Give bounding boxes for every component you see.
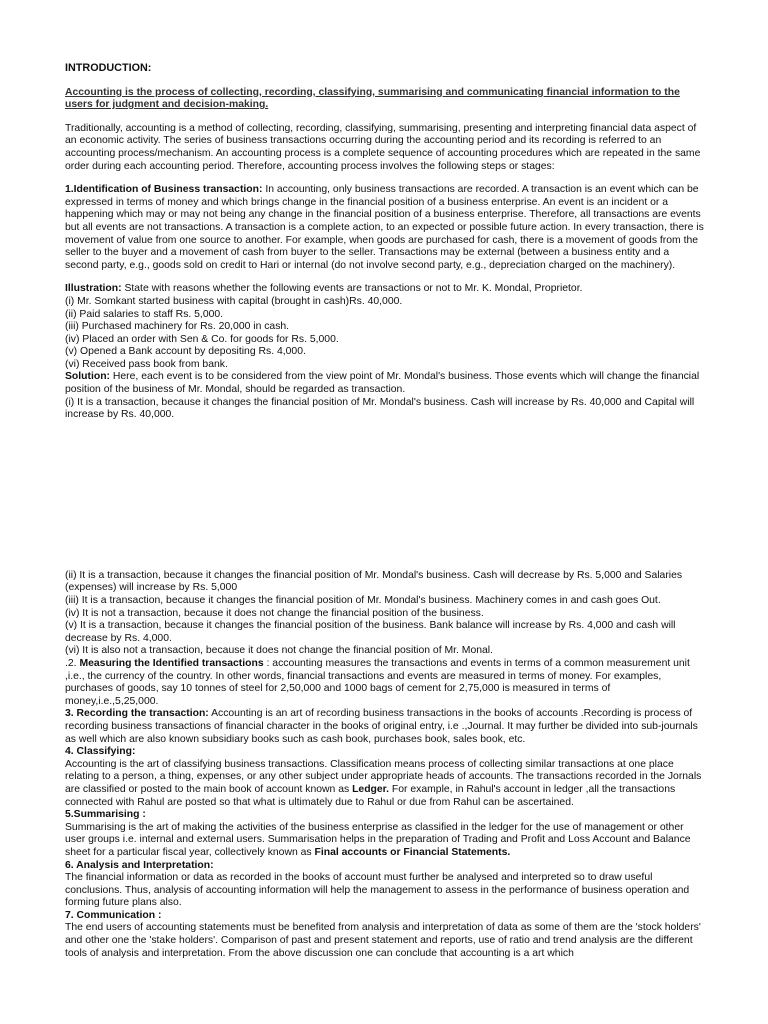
solution-item: (vi) It is also not a transaction, because it does not change the financial position of Mr. Monal. bbox=[65, 645, 493, 657]
solution-heading: Solution: bbox=[65, 371, 111, 383]
list-item: (i) Mr. Somkant started business with capital (brought in cash)Rs. 40,000. bbox=[65, 295, 403, 307]
section-text: Accounting is an art of recording business transactions in the books of accounts .Recording is process of recording business transactions of financial character in the books of original entry, i.e .,Journal. It may further be divided into sub-journals as well which are also known subsidiary books such as cash book, purchases book, sales book, etc. bbox=[65, 708, 698, 745]
illustration-intro bbox=[65, 283, 705, 296]
list-item: (ii) Paid salaries to staff Rs. 5,000. bbox=[65, 308, 224, 320]
section-heading: Measuring the Identified transactions bbox=[79, 658, 264, 669]
final-accounts-term: Final accounts or Financial Statements. bbox=[314, 846, 511, 858]
section-text: Accounting is the art of classifying business transactions. Classification means process of collecting similar transactions at one place relating to a person, a thing, expenses, or any other subject under appropriate heads of accounts. The transactions recorded in the Jornals are classified or posted to the main book of account known as bbox=[65, 758, 702, 795]
ledger-term: Ledger. bbox=[352, 783, 390, 795]
solution-item: (iv) It is not a transaction, because it does not change the financial position of the business. bbox=[65, 607, 484, 619]
solution-text: Here, each event is to be considered from the view point of Mr. Mondal's business. Those events which will change the financial position of the business of Mr. Mondal, should be regarded as transaction. bbox=[65, 371, 700, 396]
section-recording bbox=[65, 708, 705, 746]
section-measuring bbox=[65, 658, 705, 708]
section-classifying-heading bbox=[65, 746, 705, 759]
section-heading: 4. Classifying: bbox=[65, 746, 136, 758]
illustration-heading: Illustration: bbox=[65, 283, 122, 295]
page-break-space bbox=[65, 422, 705, 570]
section-heading: 5.Summarising : bbox=[65, 809, 146, 821]
intro-paragraph: Traditionally, accounting is a method of collecting, recording, classifying, summarising, presenting and interpreting financial data aspect of an economic activity. The series of business transactions occurring during the accounting period and its recording is referred to an accounting process/mechanism. An accounting process is a complete sequence of accounting procedures which are repeated in the same order during each accounting period. Therefore, accounting process involves the following steps or stages: bbox=[65, 122, 701, 172]
section-text: Summarising is the art of making the activities of the business enterprise as classified in the ledger for the use of management or other user groups i.e. internal and external users. Summarisation helps in the preparation of Trading and Profit and Loss Account and Balance sheet for a particular fiscal year, collectively known as bbox=[65, 821, 691, 858]
section-summarising-heading bbox=[65, 809, 705, 822]
section-heading: 7. Communication : bbox=[65, 909, 162, 921]
section-prefix: .2. bbox=[65, 658, 80, 669]
section-heading: 3. Recording the transaction: bbox=[65, 708, 209, 720]
section-classifying-text bbox=[65, 759, 705, 809]
section-communication-heading bbox=[65, 910, 705, 923]
solution-item: (i) It is a transaction, because it changes the financial position of Mr. Mondal's business. Cash will increase by Rs. 40,000 and Capital will increase by Rs. 40,000. bbox=[65, 396, 695, 421]
document-page bbox=[65, 62, 705, 960]
list-item: (vi) Received pass book from bank. bbox=[65, 358, 228, 370]
section-text: For example, in Rahul's account in ledger ,all the transactions connected with Rahul are posted so that what is ultimately due to Rahul or due from Rahul can be ascertained. bbox=[65, 783, 676, 808]
illustration-block bbox=[65, 283, 705, 422]
illustration-text: State with reasons whether the following events are transactions or not to Mr. K. Mondal, Proprietor. bbox=[121, 283, 583, 295]
section-identification bbox=[65, 184, 705, 272]
section-analysis-text: The financial information or data as recorded in the books of account must further be analysed and interpreted so to draw useful conclusions. Thus, analysis of accounting information will help the management to assess in the performance of business operation and forming future plans also. bbox=[65, 872, 690, 909]
list-item: (v) Opened a Bank account by depositing Rs. 4,000. bbox=[65, 346, 306, 358]
solution-intro bbox=[65, 371, 705, 396]
list-item: (iii) Purchased machinery for Rs. 20,000 in cash. bbox=[65, 321, 290, 333]
solution-item: (ii) It is a transaction, because it changes the financial position of Mr. Mondal's business. Cash will decrease by Rs. 5,000 and Salaries (expenses) will increase by Rs. 5,000 bbox=[65, 569, 683, 594]
definition-text: Accounting is the process of collecting, recording, classifying, summarising and communicating financial information to the users for judgment and decision-making. bbox=[65, 86, 680, 111]
section-text: In accounting, only business transactions are recorded. A transaction is an event which can be expressed in terms of money and which brings change in the financial position of a business enterprise. An event is an incident or a happening which may or may not being any change in the financial position of a business enterprise. Therefore, all transactions are events but all events are not transactions. A transaction is a complete action, to an expected or possible future action. In every transaction, there is movement of value from one source to another. For example, when goods are purchased for cash, there is a movement of goods from the seller to the buyer and a movement of cash from buyer to the seller. Transactions may be external (between a business entity and a second party, e.g., goods sold on credit to Hari or internal (do not involve second party, e.g., depreciation charged on the machinery). bbox=[65, 184, 704, 271]
section-analysis-heading bbox=[65, 860, 705, 873]
section-heading: 6. Analysis and Interpretation: bbox=[65, 859, 214, 871]
solution-item: (iii) It is a transaction, because it changes the financial position of Mr. Mondal's business. Machinery comes in and cash goes Out. bbox=[65, 595, 661, 607]
section-summarising-text bbox=[65, 822, 705, 860]
section-text: : accounting measures the transactions and events in terms of a common measurement unit ,i.e., the currency of the country. In other words, financial transactions and events are measured in terms of money. For examples, purchases of goods, say 10 tonnes of steel for 2,50,000 and 1000 bags of cement for 2,75,000 is measured in terms of money,i.e.,5,25,000. bbox=[65, 658, 690, 707]
page-title: INTRODUCTION: bbox=[65, 62, 152, 74]
list-item: (iv) Placed an order with Sen & Co. for goods for Rs. 5,000. bbox=[65, 333, 339, 345]
section-heading: 1.Identification of Business transaction: bbox=[65, 184, 263, 196]
solution-item: (v) It is a transaction, because it changes the financial position of the business. Bank balance will increase by Rs. 4,000 and cash will decrease by Rs. 4,000. bbox=[65, 620, 676, 644]
section-communication-text: The end users of accounting statements must be benefited from analysis and interpretation of data as some of them are the 'stock holders' and other one the 'stake holders'. Comparison of past and present statement and reports, use of ratio and trend analysis are the different tools of analysis and interpretation. From the above discussion one can conclude that accounting is a art which bbox=[65, 922, 701, 959]
